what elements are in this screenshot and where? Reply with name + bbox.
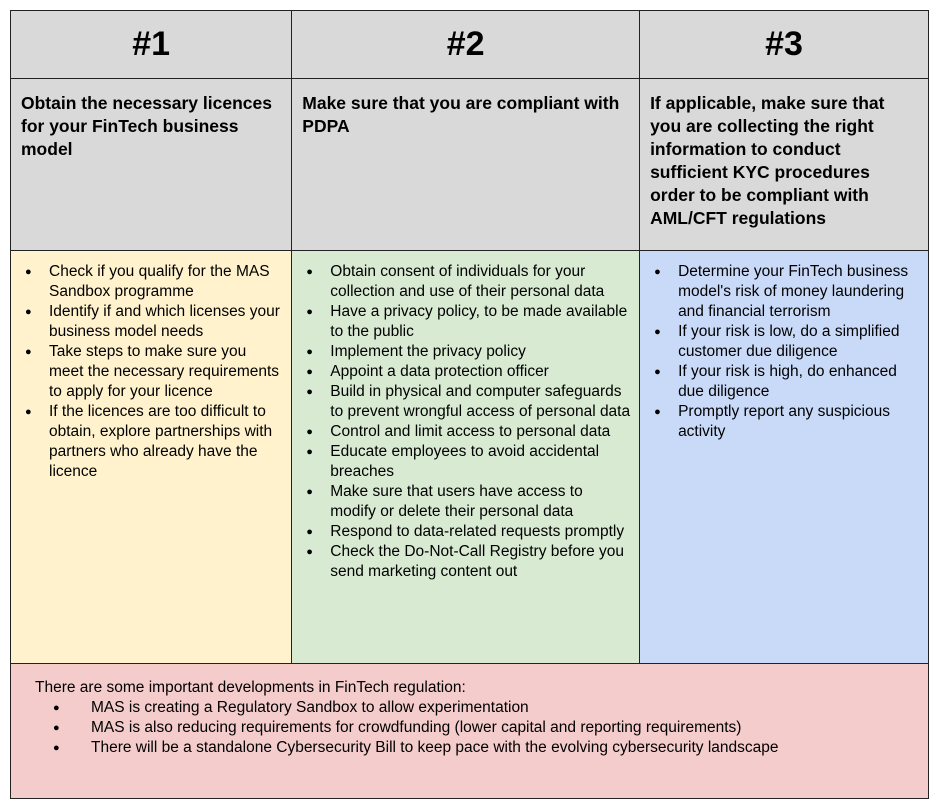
- footer-intro: There are some important developments in FinTech regulation:: [35, 679, 466, 696]
- list-item: ● Promptly report any suspicious activity: [654, 402, 920, 442]
- list-item: ● Take steps to make sure you meet the necessary requirements to apply for your licence: [25, 342, 283, 402]
- list-item: ● Make sure that users have access to modify or delete their personal data: [306, 482, 631, 522]
- list-item: ● Determine your FinTech business model's risk of money laundering and financial terrorism: [654, 262, 920, 322]
- column-2-body: [292, 251, 640, 664]
- column-3-body: [640, 251, 929, 664]
- body-row: [11, 251, 929, 664]
- column-3-heading: If applicable, make sure that you are collecting the right information to conduct sufficient KYC procedures order to be compliant with AML/CFT regulations: [640, 79, 929, 251]
- number-row: [11, 11, 929, 79]
- column-3-bullet-list: [654, 262, 920, 442]
- heading-row: [11, 79, 929, 251]
- column-2-bullet-list: [306, 262, 631, 582]
- list-item: ● Appoint a data protection officer: [306, 362, 631, 382]
- column-1-body: [11, 251, 292, 664]
- list-item: ● Identify if and which licenses your business model needs: [25, 302, 283, 342]
- list-item: ● Build in physical and computer safeguards to prevent wrongful access of personal data: [306, 382, 631, 422]
- column-1-bullet-list: [25, 262, 283, 482]
- column-2-heading: Make sure that you are compliant with PDPA: [292, 79, 640, 251]
- list-item: ● MAS is also reducing requirements for crowdfunding (lower capital and reporting requirements): [53, 718, 908, 738]
- column-2-number: #2: [292, 11, 640, 79]
- list-item: ● Respond to data-related requests promptly: [306, 522, 631, 542]
- column-1-number: #1: [11, 11, 292, 79]
- list-item: ● Have a privacy policy, to be made available to the public: [306, 302, 631, 342]
- list-item: ● Control and limit access to personal data: [306, 422, 631, 442]
- list-item: ● Check the Do-Not-Call Registry before you send marketing content out: [306, 542, 631, 582]
- footer-bullet-list: [35, 698, 908, 758]
- list-item: ● MAS is creating a Regulatory Sandbox to allow experimentation: [53, 698, 908, 718]
- list-item: ● If your risk is high, do enhanced due diligence: [654, 362, 920, 402]
- column-1-heading: Obtain the necessary licences for your FinTech business model: [11, 79, 292, 251]
- fintech-regulation-table: [10, 10, 929, 799]
- list-item: ● Check if you qualify for the MAS Sandbox programme: [25, 262, 283, 302]
- footer-note: [11, 664, 929, 799]
- list-item: ● Obtain consent of individuals for your collection and use of their personal data: [306, 262, 631, 302]
- list-item: ● Educate employees to avoid accidental breaches: [306, 442, 631, 482]
- list-item: ● If your risk is low, do a simplified customer due diligence: [654, 322, 920, 362]
- list-item: ● If the licences are too difficult to obtain, explore partnerships with partners who already have the licence: [25, 402, 283, 482]
- column-3-number: #3: [640, 11, 929, 79]
- list-item: ● There will be a standalone Cybersecurity Bill to keep pace with the evolving cybersecurity landscape: [53, 738, 908, 758]
- list-item: ● Implement the privacy policy: [306, 342, 631, 362]
- footer-row: [11, 664, 929, 799]
